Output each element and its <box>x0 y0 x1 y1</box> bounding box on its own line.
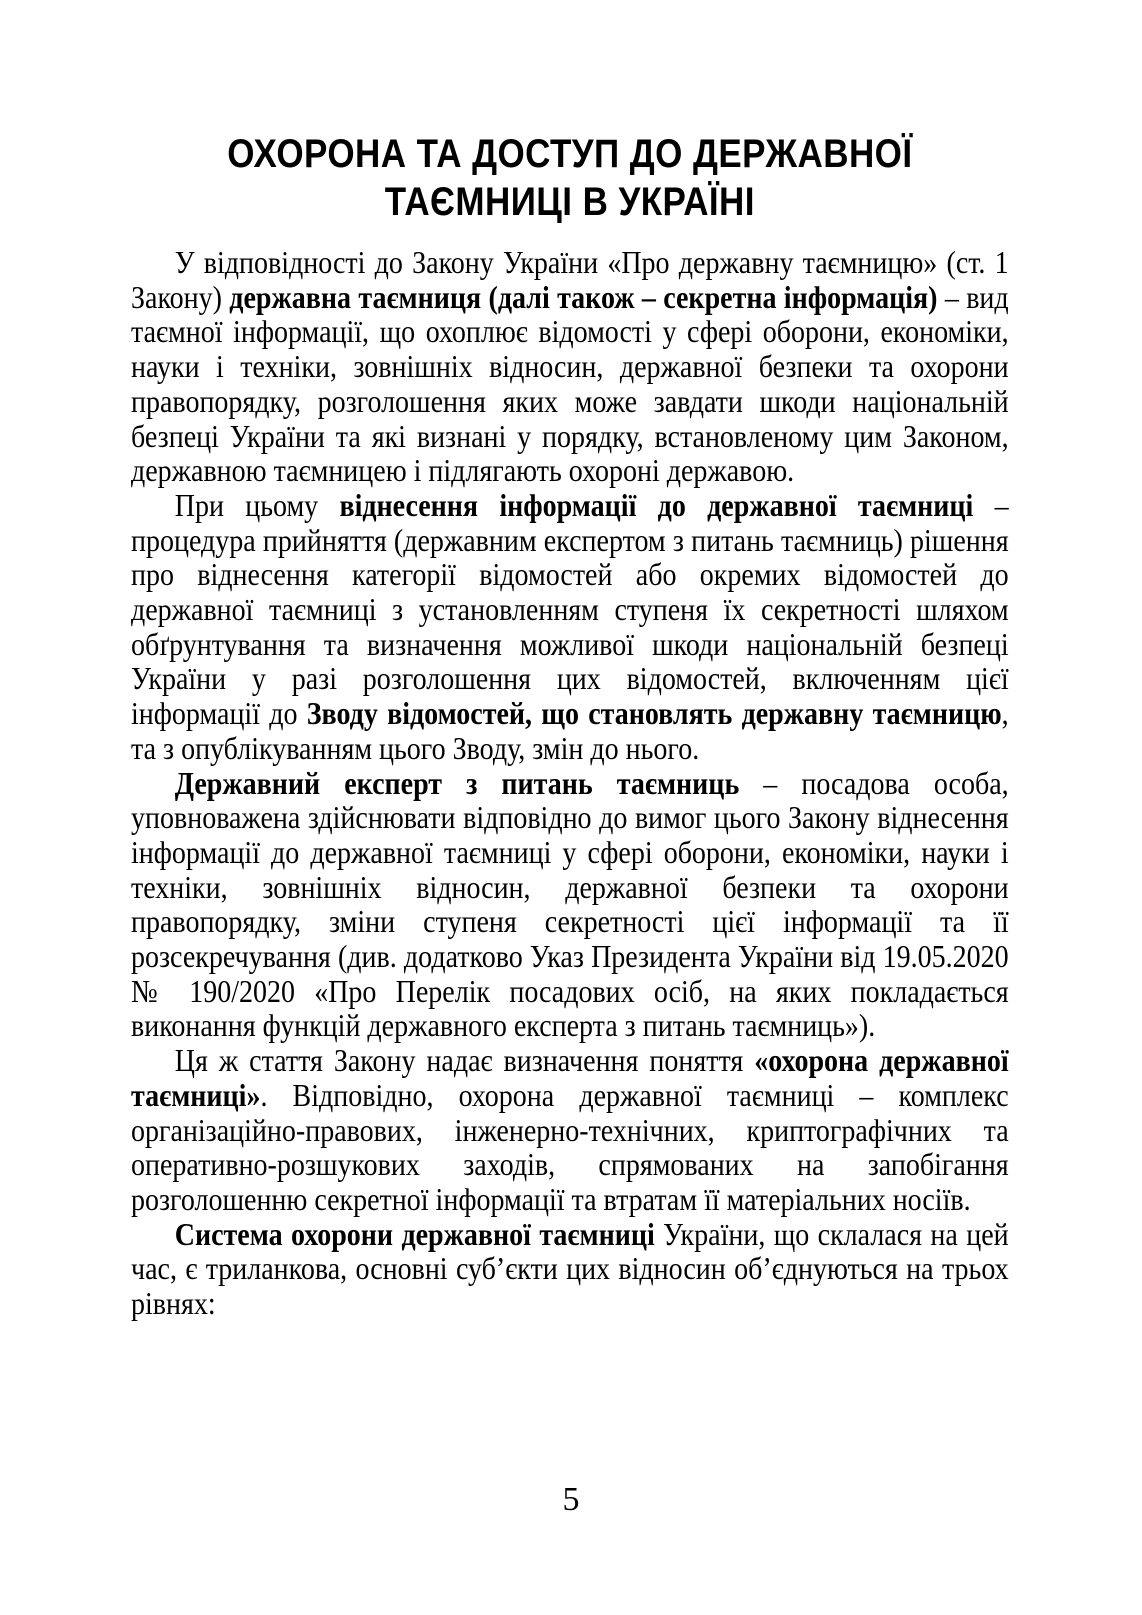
page-number: 5 <box>562 1481 580 1518</box>
paragraph: Ця ж стаття Закону надає визначення поняття «охорона державної таємниці». Відповідно, охорона державної таємниці – комплекс організаційно-правових, інженерно-технічних, криптографічних та оперативно-розшукових заходів, спрямованих на запобігання розголошенню секретної інформації та втратам її матеріальних носіїв. <box>131 1042 1009 1217</box>
paragraph: При цьому віднесення інформації до державної таємниці – процедура прийняття (державним експертом з питань таємниць) рішення про віднесення категорії відомостей або окремих відомостей до державної таємниці з установленням ступеня їх секретності шляхом обґрунтування та визначення можливої шкоди національній безпеці України у разі розголошення цих відомостей, включенням цієї інформації до Зводу відомостей, що становлять державну таємницю, та з опублікуванням цього Зводу, змін до нього. <box>131 486 1009 766</box>
paragraph: Державний експерт з питань таємниць – посадова особа, уповноважена здійснювати відповідно до вимог цього Закону віднесення інформації до державної таємниці у сфері оборони, економіки, науки і техніки, зовнішніх відносин, державної безпеки та охорони правопорядку, зміни ступеня секретності цієї інформації та її розсекречування (див. додатково Указ Президента України від 19.05.2020 № 190/2020 «Про Перелік посадових осіб, на яких покладається виконання функцій державного експерта з питань таємниць»). <box>131 764 1009 1044</box>
paragraph: Система охорони державної таємниці України, що склалася на цей час, є триланкова, основні суб’єкти цих відносин об’єднуються на трьох рівнях: <box>131 1215 1009 1322</box>
page-title: ОХОРОНА ТА ДОСТУП ДО ДЕРЖАВНОЇ ТАЄМНИЦІ В УКРАЇНІ <box>227 132 913 224</box>
text-block <box>131 130 1009 1321</box>
paragraph: У відповідності до Закону України «Про державну таємницю» (ст. 1 Закону) державна таємниця (далі також – секретна інформація) – вид таємної інформації, що охоплює відомості у сфері оборони, економіки, науки і техніки, зовнішніх відносин, державної безпеки та охорони правопорядку, розголошення яких може завдати шкоди національній безпеці України та які визнані у порядку, встановленому цим Законом, державною таємницею і підлягають охороні державою. <box>131 244 1009 489</box>
paragraph-container <box>131 245 1009 1321</box>
